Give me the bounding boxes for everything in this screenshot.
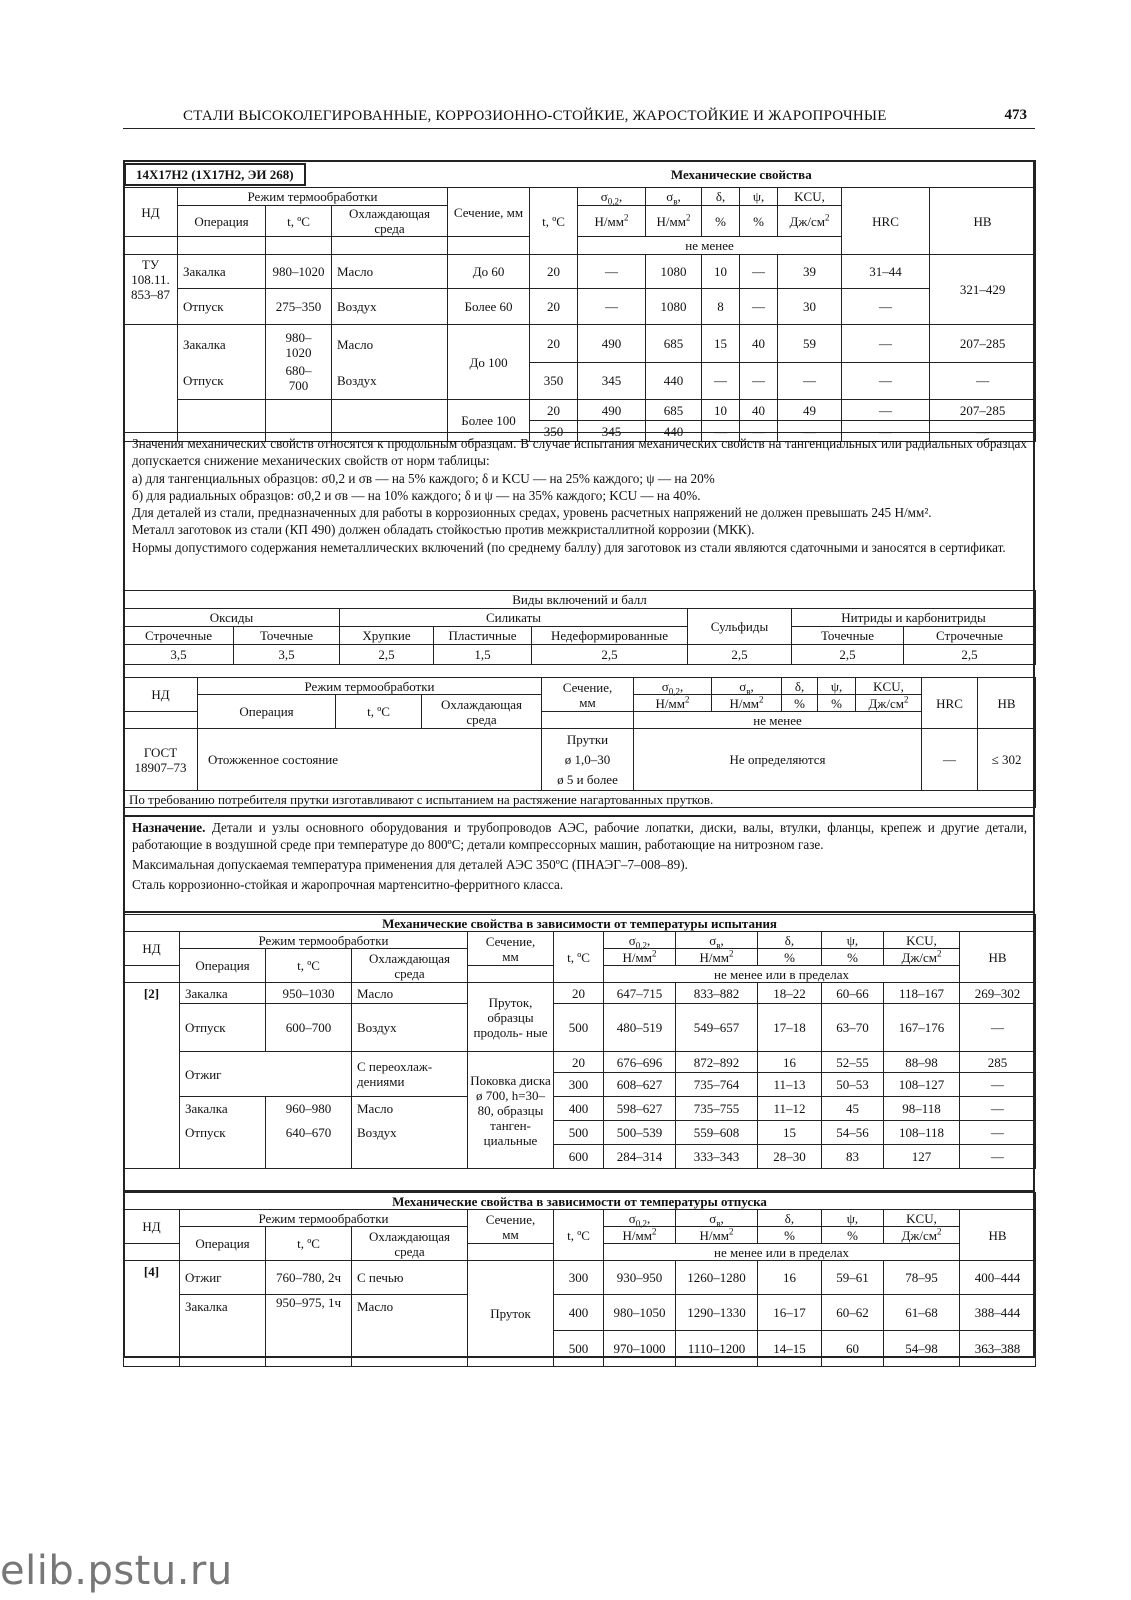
cell: Отпуск <box>178 289 266 325</box>
cell: Отпуск <box>185 1125 226 1140</box>
cell: — <box>740 362 778 400</box>
note-paragraph: Сталь коррозионно-стойкая и жаропрочная мартенситно-ферритного класса. <box>132 877 564 892</box>
cell: 207–285 <box>930 325 1036 363</box>
cell: Закалка <box>178 255 266 289</box>
cell: ≤ 302 <box>978 729 1036 791</box>
cell: 60–62 <box>822 1295 884 1331</box>
cell: 950–1030 <box>266 983 352 1004</box>
cell: 490 <box>578 400 646 421</box>
cell: Масло <box>352 1295 468 1367</box>
cell: 11–13 <box>758 1073 822 1097</box>
note-paragraph: Для деталей из стали, предназначенных для работы в коррозионных средах, уровень расчетных напряжений не должен превышать 245 Н/мм². <box>132 505 932 521</box>
cell: Воздух <box>332 289 448 325</box>
cell: 30 <box>778 289 842 325</box>
cell: 549–657 <box>676 1004 758 1052</box>
cell: 680–700 <box>285 363 312 393</box>
cell: 15 <box>702 325 740 363</box>
cell: 20 <box>530 325 578 363</box>
col-nitrides: Нитриды и карбонитриды <box>792 609 1036 627</box>
cell: ø 1,0–30 <box>564 751 611 767</box>
col-silicates: Силикаты <box>340 609 688 627</box>
cell: С печью <box>352 1261 468 1295</box>
cell: 11–12 <box>758 1097 822 1121</box>
col-section: Сечение, мм <box>448 188 530 237</box>
cell: 167–176 <box>884 1004 960 1052</box>
cell: 40 <box>740 325 778 363</box>
note-paragraph: Нормы допустимого содержания неметаллических включений (по среднему баллу) для заготовок из стали являются сдаточными и заносятся в сертификат. <box>132 539 1006 555</box>
cell: 49 <box>778 400 842 421</box>
cell: — <box>960 1145 1036 1169</box>
cell: 45 <box>822 1097 884 1121</box>
cell: 980–1050 <box>604 1295 676 1331</box>
cell: — <box>960 1097 1036 1121</box>
cell: Закалка <box>180 1295 266 1367</box>
cell: 59 <box>778 325 842 363</box>
cell: 440 <box>646 421 702 442</box>
notes-section <box>123 432 1035 590</box>
cell: Более 100 <box>448 400 530 442</box>
cell: 16 <box>758 1052 822 1073</box>
cell: 500 <box>554 1121 604 1145</box>
cell: 559–608 <box>676 1121 758 1145</box>
cell: 685 <box>646 400 702 421</box>
cell: 350 <box>530 421 578 442</box>
cell: 321–429 <box>930 255 1036 325</box>
note-paragraph: Металл заготовок из стали (КП 490) должен обладать стойкостью против межкристаллитной коррозии (МКК). <box>132 522 755 538</box>
cell: 685 <box>646 325 702 363</box>
cell: — <box>578 289 646 325</box>
nd-cell: [4] <box>124 1261 180 1367</box>
cell: 400 <box>554 1295 604 1331</box>
cell: 760–780, 2ч <box>266 1261 352 1295</box>
note-paragraph: а) для тангенциальных образцов: σ0,2 и σв — на 5% каждого; δ и KCU — на 25% каждого; ψ — на 20% <box>132 470 715 486</box>
cell: 950–975, 1ч <box>266 1295 352 1367</box>
cell: 20 <box>554 1052 604 1073</box>
cell: 833–882 <box>676 983 758 1004</box>
cell: 500–539 <box>604 1121 676 1145</box>
cell: — <box>842 400 930 421</box>
cell: 400–444 <box>960 1261 1036 1295</box>
cell: Отжиг <box>180 1052 352 1097</box>
mech-props-table: 14Х17Н2 (1Х17Н2, ЭИ 268) Механические свойства НД Режим термообработки Сечение, мм t, ºC $\sigma_{0,2}$, $\sigma_в$, δ, ψ, KCU, HRC HB Операция t, ºC Охлаждающая среда $Н/мм^2$ $Н/мм^2$ % % $Дж/см^2$ не менее ТУ 108.11. 853–87 Закалка 980–1020 Масло До 60 20 — 1080 10 — 39 31–44 321–429 Отпуск 275–350 Воздух Более 60 20 — 1080 8 — 30 — Закалка Отпуск 980–1020 680–700 Масло Воздух До 100 20 490 685 15 40 59 — 207–285 350 345 440 — — — — — Более 100 20 490 685 10 40 49 — 207–285 350 345 440 — — — — — <box>123 160 1035 442</box>
cell: 735–764 <box>676 1073 758 1097</box>
cell: 676–696 <box>604 1052 676 1073</box>
table-row <box>124 1052 1036 1073</box>
col-hrc: HRC <box>842 188 930 255</box>
col-sb: $\sigma_в$, <box>646 188 702 206</box>
table-title: Механические свойства <box>448 161 1036 188</box>
page-header <box>123 104 1035 129</box>
cell: 647–715 <box>604 983 676 1004</box>
cell: — <box>842 289 930 325</box>
cell: 300 <box>554 1261 604 1295</box>
col-op: Операция <box>178 206 266 237</box>
cell: 269–302 <box>960 983 1036 1004</box>
cell: 50–53 <box>822 1073 884 1097</box>
cell: 108–127 <box>884 1073 960 1097</box>
cell: 930–950 <box>604 1261 676 1295</box>
cell: Воздух <box>357 1125 397 1140</box>
note-paragraph: Максимальная допускаемая температура применения для деталей АЭС 350ºC (ПНАЭГ–7–008–89). <box>132 857 688 872</box>
cell: Отжиг <box>180 1261 266 1295</box>
cell: Более 60 <box>448 289 530 325</box>
table-row <box>124 1004 1036 1052</box>
cell: 207–285 <box>930 400 1036 421</box>
cell: 440 <box>646 362 702 400</box>
cell: 1260–1280 <box>676 1261 758 1295</box>
cell: 490 <box>578 325 646 363</box>
min-label: не менее <box>578 237 842 255</box>
cell: Масло <box>357 1101 394 1116</box>
cell: 400 <box>554 1097 604 1121</box>
purpose-section <box>123 815 1035 913</box>
nd-cell: ТУ 108.11. 853–87 <box>124 255 178 325</box>
note-paragraph: По требованию потребителя прутки изготавливают с испытанием на растяжение нагартованных прутков. <box>124 791 1036 808</box>
table-row <box>124 729 1036 791</box>
cell: 118–167 <box>884 983 960 1004</box>
cell: Пруток <box>468 1261 554 1367</box>
cell: 31–44 <box>842 255 930 289</box>
cell: — <box>930 421 1036 442</box>
cell: 2,5 <box>792 645 904 665</box>
table-row <box>124 1261 1036 1295</box>
cell: 1080 <box>646 289 702 325</box>
col-oxides: Оксиды <box>124 609 340 627</box>
temper-table: Механические свойства в зависимости от температуры отпуска НД Режим термообработки Сечение, мм t, ºC $\sigma_{0,2}$, $\sigma_в$, δ, ψ, KCU, HB Операция t, ºC Охлаждающая среда $Н/мм^2$ $Н/мм^2$ % % $Дж/см^2$ не менее или в пределах [4] Отжиг 760–780, 2ч С печью Пруток 300 930–950 1260–1280 16 59–61 78–95 400–444 Закалка 950–975, 1ч Масло 400 980–1050 1290–1330 16–17 60–62 61–68 388–444 500 970–1000 1110–1200 14–15 60 54–98 363–388 <box>123 1190 1035 1367</box>
cell: 300 <box>554 1073 604 1097</box>
note-paragraph: Значения механических свойств относятся к продольным образцам. В случае испытания механических свойств на тангенциальных или радиальных образцах допускается снижение механических свойств от норм таблицы: <box>132 436 1027 469</box>
cell: 59–61 <box>822 1261 884 1295</box>
cell: 872–892 <box>676 1052 758 1073</box>
cell: — <box>778 421 842 442</box>
cell: 2,5 <box>340 645 434 665</box>
col-sub: Хрупкие <box>340 627 434 645</box>
cell: ø 5 и более <box>557 771 618 787</box>
cell: — <box>702 362 740 400</box>
cell: 20 <box>554 983 604 1004</box>
note-paragraph: б) для радиальных образцов: σ0,2 и σв — на 10% каждого; δ и ψ — на 35% каждого; KCU — на 40%. <box>132 487 701 503</box>
cell: 54–56 <box>822 1121 884 1145</box>
cell: — <box>930 362 1036 400</box>
cell: С переохлаж- дениями <box>352 1052 468 1097</box>
cell: 10 <box>702 255 740 289</box>
col-hb: HB <box>930 188 1036 255</box>
cell: 16 <box>758 1261 822 1295</box>
table-title: Механические свойства в зависимости от температуры отпуска <box>124 1193 1036 1210</box>
table-title: Механические свойства в зависимости от температуры испытания <box>124 915 1036 932</box>
table-row <box>124 289 1036 325</box>
cell: 970–1000 <box>604 1331 676 1367</box>
cell: — <box>960 1121 1036 1145</box>
cell: Отпуск <box>183 373 224 388</box>
watermark: elib.pstu.ru <box>0 1548 233 1594</box>
col-sub: Строчечные <box>904 627 1036 645</box>
cell: 14–15 <box>758 1331 822 1367</box>
cell: 17–18 <box>758 1004 822 1052</box>
cell: 61–68 <box>884 1295 960 1331</box>
cell: 20 <box>530 255 578 289</box>
running-title: СТАЛИ ВЫСОКОЛЕГИРОВАННЫЕ, КОРРОЗИОННО-СТОЙКИЕ, ЖАРОСТОЙКИЕ И ЖАРОПРОЧНЫЕ <box>183 108 887 124</box>
cell: 2,5 <box>688 645 792 665</box>
cell: Закалка <box>180 983 266 1004</box>
table-row <box>124 1295 1036 1331</box>
cell: 18–22 <box>758 983 822 1004</box>
col-sub: Пластичные <box>434 627 532 645</box>
cell: Поковка диска ø 700, h=30–80, образцы танген- циальные <box>468 1052 554 1169</box>
cell: 284–314 <box>604 1145 676 1169</box>
cell: — <box>740 289 778 325</box>
cell: 980–1020 <box>266 255 332 289</box>
cell: 2,5 <box>532 645 688 665</box>
col-nd: НД <box>124 188 178 237</box>
col-sulfides: Сульфиды <box>688 609 792 645</box>
cell: Не определяются <box>634 729 922 791</box>
table-row <box>124 325 1036 363</box>
cell: До 60 <box>448 255 530 289</box>
cell: 3,5 <box>234 645 340 665</box>
cell: 8 <box>702 289 740 325</box>
cell: 20 <box>530 289 578 325</box>
col-t: t, ºC <box>530 188 578 255</box>
cell: Воздух <box>352 1004 468 1052</box>
cell: Отпуск <box>180 1004 266 1052</box>
cell: — <box>778 362 842 400</box>
cell: — <box>740 421 778 442</box>
cell: 83 <box>822 1145 884 1169</box>
cell: 275–350 <box>266 289 332 325</box>
cell: 60 <box>822 1331 884 1367</box>
cell: — <box>960 1004 1036 1052</box>
cell: Масло <box>332 255 448 289</box>
cell: 735–755 <box>676 1097 758 1121</box>
cell: 39 <box>778 255 842 289</box>
cell: 598–627 <box>604 1097 676 1121</box>
col-sub: Строчечные <box>124 627 234 645</box>
cell: 500 <box>554 1331 604 1367</box>
cell: 1,5 <box>434 645 532 665</box>
cell: 363–388 <box>960 1331 1036 1367</box>
cell: 350 <box>530 362 578 400</box>
cell: — <box>842 325 930 363</box>
page-number: 473 <box>1004 107 1027 123</box>
cell: Закалка <box>185 1101 228 1116</box>
col-sub: Недеформированные <box>532 627 688 645</box>
cell: 1080 <box>646 255 702 289</box>
cell: 1290–1330 <box>676 1295 758 1331</box>
cell: 345 <box>578 421 646 442</box>
cell: 960–980 <box>285 1101 332 1116</box>
cell: 608–627 <box>604 1073 676 1097</box>
cell: 600–700 <box>266 1004 352 1052</box>
cell: 345 <box>578 362 646 400</box>
cell: Масло <box>352 983 468 1004</box>
cell: 20 <box>530 400 578 421</box>
cell: 78–95 <box>884 1261 960 1295</box>
col-s02: $\sigma_{0,2}$, <box>578 188 646 206</box>
cell: 640–670 <box>285 1125 332 1140</box>
cell: 52–55 <box>822 1052 884 1073</box>
cell: 10 <box>702 400 740 421</box>
cell: 480–519 <box>604 1004 676 1052</box>
cell: 15 <box>758 1121 822 1145</box>
cell: — <box>740 255 778 289</box>
table-row <box>124 983 1036 1004</box>
cell: Закалка <box>183 337 226 352</box>
cell: 127 <box>884 1145 960 1169</box>
table-row <box>124 255 1036 289</box>
purpose-label: Назначение. <box>132 820 206 835</box>
inclusions-title: Виды включений и балл <box>124 591 1036 609</box>
cell: 1110–1200 <box>676 1331 758 1367</box>
range-label: не менее или в пределах <box>604 966 960 983</box>
cell: 28–30 <box>758 1145 822 1169</box>
note-paragraph: Детали и узлы основного оборудования и трубопроводов АЭС, рабочие лопатки, диски, валы, втулки, фланцы, крепеж и другие детали, работающие в воздушной среде при температуре до 800ºC; детали компрессорных машин, работающие на нитрозном газе. <box>132 820 1027 852</box>
cell: 63–70 <box>822 1004 884 1052</box>
table-row <box>124 1097 1036 1121</box>
cell: 88–98 <box>884 1052 960 1073</box>
inclusions-table <box>123 590 1035 665</box>
cell: — <box>702 421 740 442</box>
cell: До 100 <box>448 325 530 400</box>
col-mode: Режим термообработки <box>178 188 448 206</box>
cell: Пруток, образцы продоль- ные <box>468 983 554 1052</box>
cell: 60–66 <box>822 983 884 1004</box>
grade-label: 14Х17Н2 (1Х17Н2, ЭИ 268) <box>124 163 306 186</box>
cell: 285 <box>960 1052 1036 1073</box>
cell: — <box>960 1073 1036 1097</box>
col-sub: Точечные <box>792 627 904 645</box>
cell: 2,5 <box>904 645 1036 665</box>
col-temp: t, ºC <box>266 206 332 237</box>
cell: 980–1020 <box>285 330 312 360</box>
cell: Масло <box>337 337 374 352</box>
cell: 16–17 <box>758 1295 822 1331</box>
table-row <box>124 645 1036 665</box>
cell: — <box>578 255 646 289</box>
col-cool: Охлаждающая среда <box>332 206 448 237</box>
cell: — <box>922 729 978 791</box>
cell: 3,5 <box>124 645 234 665</box>
gost-table: НД Режим термообработки Сечение, мм $\sigma_{0,2}$, $\sigma_в$, δ, ψ, KCU, HRC HB Операция t, ºC Охлаждающая среда $Н/мм^2$ $Н/мм^2$ % % $Дж/см^2$ не менее ГОСТ 18907–73 Отожженное состояние Прутки ø 1,0–30 ø 5 и более Не определяются — ≤ 302 По требованию потребителя прутки изготавливают с испытанием на растяжение нагартованных прутков. <box>123 677 1035 808</box>
nd-cell: [2] <box>124 983 180 1169</box>
cell: 333–343 <box>676 1145 758 1169</box>
cell: 600 <box>554 1145 604 1169</box>
temp-test-table: Механические свойства в зависимости от температуры испытания НД Режим термообработки Сечение, мм t, ºC $\sigma_{0,2}$, $\sigma_в$, δ, ψ, KCU, HB Операция t, ºC Охлаждающая среда $Н/мм^2$ $Н/мм^2$ % % $Дж/см^2$ не менее или в пределах [2] Закалка 950–1030 Масло Пруток, образцы продоль- ные 20 647–715 833–882 18–22 60–66 118–167 269–302 Отпуск 600–700 Воздух 500 480–519 549–657 17–18 63–70 167–176 — Отжиг С переохлаж- дениями Поковка диска ø 700, h=30–80, образцы танген- циальные 20 676–696 872–892 16 52–55 88–98 285 300 608–627 735–764 11–13 50–53 108–127 — Закалка Отпуск 960–980 640–670 Масло Воздух 400 598–627 735–755 11–12 45 98–118 — 500 500–539 559–608 15 54–56 108–118 — 600 284–314 333–343 28–30 83 127 — <box>123 914 1035 1169</box>
cell: 108–118 <box>884 1121 960 1145</box>
table-row <box>124 400 1036 421</box>
cell: — <box>842 421 930 442</box>
cell: 54–98 <box>884 1331 960 1367</box>
cell: 98–118 <box>884 1097 960 1121</box>
col-sub: Точечные <box>234 627 340 645</box>
cell: 40 <box>740 400 778 421</box>
cell: — <box>842 362 930 400</box>
cell: 500 <box>554 1004 604 1052</box>
cell: Прутки <box>566 731 609 747</box>
nd-cell: ГОСТ 18907–73 <box>124 729 198 791</box>
cell: 388–444 <box>960 1295 1036 1331</box>
cell: Отожженное состояние <box>198 729 542 791</box>
cell: Воздух <box>337 373 377 388</box>
